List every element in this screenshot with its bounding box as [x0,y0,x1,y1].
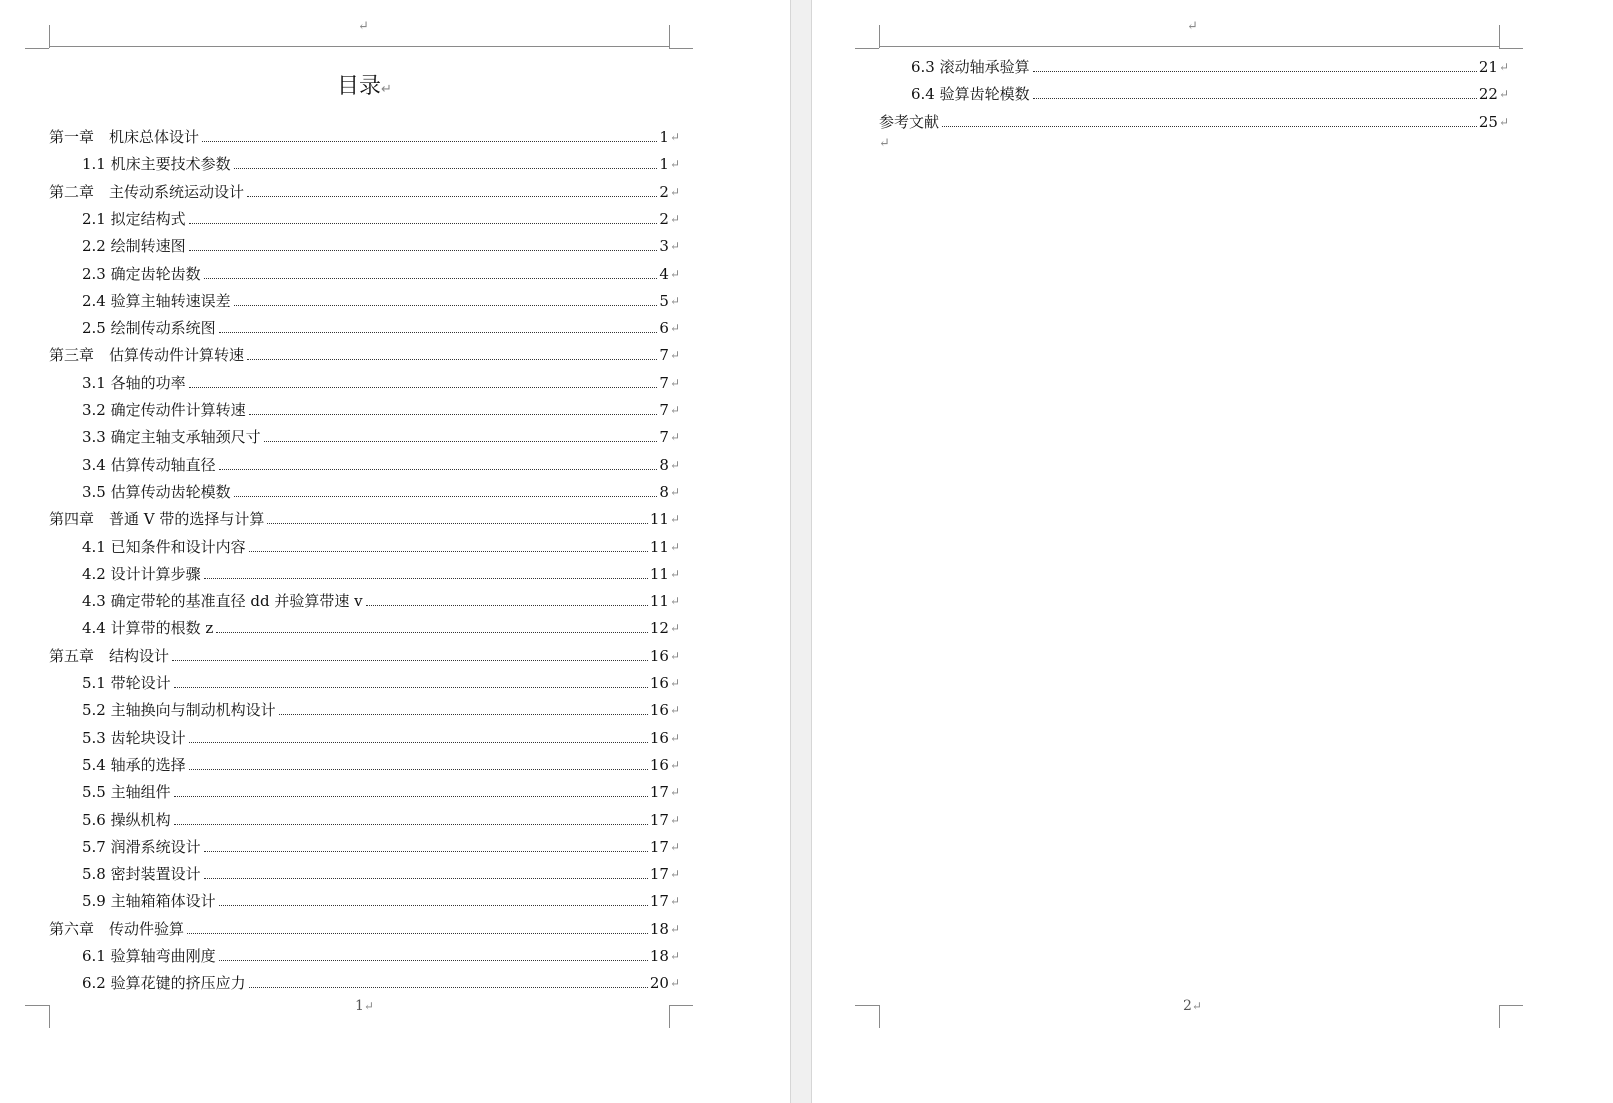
paragraph-mark: ↵ [669,949,680,963]
toc-entry-page: 3 [659,237,669,256]
toc-entry[interactable] [82,617,680,639]
toc-entry[interactable] [49,126,680,148]
toc-entry[interactable] [82,235,680,257]
toc-dot-leader [234,496,658,497]
paragraph-mark: ↵ [669,976,680,991]
paragraph-mark: ↵ [669,839,680,854]
empty-paragraph-mark: ↵ [879,136,890,151]
footer-crop-mark-right-vertical [669,1005,670,1028]
toc-dot-leader [249,987,648,988]
toc-dot-leader [219,469,658,470]
toc-entry[interactable] [82,454,680,476]
paragraph-mark: ↵ [669,566,680,581]
toc-entry-page: 16 [649,701,669,720]
header-crop-mark-left-vertical [49,25,50,48]
paragraph-mark: ↵ [669,239,680,254]
paragraph-mark: ↵ [669,703,680,718]
toc-entry-page: 7 [659,373,669,392]
toc-dot-leader [267,523,647,524]
toc-entry-page: 21 [1478,58,1498,76]
toc-entry-page: 16 [649,755,669,774]
paragraph-mark: ↵ [669,512,680,527]
header-crop-mark-right [1499,48,1523,49]
toc-entry-page: 7 [659,346,669,365]
toc-entry-title: 3.2 确定传动件计算转速 [82,401,246,419]
footer-crop-mark-left-vertical [879,1005,880,1028]
toc-dot-leader [247,359,657,360]
toc-entry[interactable] [82,727,680,749]
toc-entry-page: 5 [659,291,669,310]
toc-entry-page: 22 [1478,85,1498,104]
paragraph-mark: ↵ [1498,87,1509,102]
toc-dot-leader [219,905,648,906]
toc-entry-page: 18 [649,947,669,965]
toc-dot-leader [174,824,648,825]
toc-entry-page: 7 [659,428,669,447]
toc-entry-page: 16 [649,728,669,747]
toc-dot-leader [942,126,1477,127]
toc-entry-title: 第四章 普通 V 带的选择与计算 [49,510,265,529]
toc-dot-leader [189,742,648,743]
toc-entry-title: 6.2 验算花键的挤压应力 [82,974,246,993]
toc-entry[interactable] [82,809,680,831]
toc-entry-title: 1.1 机床主要技术参数 [82,155,231,174]
header-crop-mark-left [25,48,49,49]
toc-entry[interactable] [49,645,680,667]
header-paragraph-mark: ↵ [1187,19,1198,34]
toc-dot-leader [189,250,658,251]
footer-crop-mark-left [25,1005,49,1006]
toc-entry-page: 4 [659,264,669,283]
toc-dot-leader [174,796,648,797]
toc-dot-leader [204,878,648,879]
paragraph-mark: ↵ [669,785,680,800]
paragraph-mark: ↵ [669,211,680,226]
toc-entry-page: 17 [649,865,669,884]
toc-entry[interactable] [82,372,680,394]
paragraph-mark: ↵ [669,321,680,336]
toc-dot-leader [1033,71,1477,72]
toc-entry[interactable] [82,590,680,612]
toc-dot-leader [189,387,658,388]
toc-entry-page: 2 [659,182,669,201]
toc-entry-page: 7 [659,401,669,419]
paragraph-mark: ↵ [1498,114,1509,129]
toc-entry[interactable] [82,563,680,585]
paragraph-mark: ↵ [1191,999,1202,1013]
paragraph-mark: ↵ [381,82,392,97]
header-crop-mark-left [855,48,879,49]
toc-entry[interactable] [82,481,680,503]
toc-dot-leader [187,933,648,934]
toc-entry-title: 2.1 拟定结构式 [82,209,186,228]
toc-entry-page: 8 [659,482,669,501]
toc-dot-leader [264,441,658,442]
toc-entry[interactable] [82,672,680,694]
paragraph-mark: ↵ [669,921,680,936]
toc-entry-page: 1 [659,155,669,174]
header-crop-mark-right [669,48,693,49]
toc-entry-title: 5.9 主轴箱箱体设计 [82,892,216,911]
toc-entry[interactable] [82,863,680,885]
paragraph-mark: ↵ [669,539,680,554]
toc-entry-title: 5.5 主轴组件 [82,783,171,802]
paragraph-mark: ↵ [669,157,680,172]
toc-entry-page: 17 [649,783,669,802]
toc-entry[interactable] [82,781,680,803]
toc-title [337,74,392,103]
toc-entry[interactable] [82,945,680,967]
paragraph-mark: ↵ [669,293,680,308]
header-crop-mark-left-vertical [879,25,880,48]
toc-entry-page: 2 [659,209,669,228]
toc-dot-leader [279,714,648,715]
toc-entry-title: 参考文献 [879,112,940,131]
toc-entry[interactable] [82,208,680,230]
toc-dot-leader [189,769,648,770]
toc-entry-page: 16 [649,674,669,692]
toc-dot-leader [249,414,658,415]
header-crop-mark-right-vertical [669,25,670,48]
paragraph-mark: ↵ [669,457,680,472]
page-number [1183,998,1202,1014]
toc-entry-page: 11 [649,510,669,529]
footer-crop-mark-right [1499,1005,1523,1006]
paragraph-mark: ↵ [669,648,680,663]
toc-entry-title: 2.5 绘制传动系统图 [82,319,216,338]
toc-dot-leader [204,578,648,579]
toc-entry-title: 5.3 齿轮块设计 [82,728,186,747]
toc-entry-page: 11 [649,592,669,611]
toc-entry-title: 3.1 各轴的功率 [82,373,186,392]
paragraph-mark: ↵ [1498,60,1509,74]
toc-entry[interactable] [82,754,680,776]
toc-entry[interactable] [82,399,680,421]
toc-entry-title: 5.8 密封装置设计 [82,865,201,884]
document-page-2 [812,0,1613,1103]
header-paragraph-mark: ↵ [358,19,369,34]
paragraph-mark: ↵ [669,266,680,281]
toc-entry-title: 第一章 机床总体设计 [49,128,200,146]
toc-dot-leader [204,851,648,852]
toc-entry-title: 6.3 滚动轴承验算 [911,58,1030,76]
footer-crop-mark-right [669,1005,693,1006]
page-number [355,998,374,1014]
paragraph-mark: ↵ [669,130,680,144]
paragraph-mark: ↵ [669,184,680,199]
toc-entry-page: 1 [659,128,669,146]
toc-dot-leader [172,660,648,661]
paragraph-mark: ↵ [669,867,680,882]
paragraph-mark: ↵ [363,999,374,1013]
toc-entry-page: 18 [649,919,669,938]
toc-dot-leader [216,632,648,633]
toc-entry-title: 4.3 确定带轮的基准直径 dd 并验算带速 v [82,592,363,611]
toc-entry[interactable] [82,890,680,912]
toc-dot-leader [219,332,658,333]
toc-entry[interactable] [82,972,680,994]
toc-entry-title: 2.3 确定齿轮齿数 [82,264,201,283]
toc-entry[interactable] [82,263,680,285]
toc-dot-leader [202,141,657,142]
toc-dot-leader [219,960,648,961]
toc-entry-title: 第二章 主传动系统运动设计 [49,182,245,201]
toc-entry-title: 6.4 验算齿轮模数 [911,85,1030,104]
toc-entry[interactable] [82,836,680,858]
toc-entry-title: 4.1 已知条件和设计内容 [82,537,246,556]
toc-dot-leader [1033,98,1477,99]
toc-entry[interactable] [49,181,680,203]
header-rule [879,46,1499,47]
toc-entry-page: 6 [659,319,669,338]
paragraph-mark: ↵ [669,375,680,390]
toc-entry-title: 2.2 绘制转速图 [82,237,186,256]
toc-dot-leader [234,168,658,169]
toc-dot-leader [249,551,648,552]
footer-crop-mark-left [855,1005,879,1006]
toc-dot-leader [247,196,657,197]
toc-entry-page: 17 [649,810,669,829]
toc-entry-title: 5.4 轴承的选择 [82,755,186,774]
toc-entry-page: 11 [649,564,669,583]
toc-entry-title: 第五章 结构设计 [49,646,170,665]
toc-entry[interactable] [82,290,680,312]
footer-crop-mark-right-vertical [1499,1005,1500,1028]
toc-title-text: 目录 [337,74,382,99]
paragraph-mark: ↵ [669,757,680,772]
document-page-1 [0,0,790,1103]
toc-entry[interactable] [49,508,680,530]
toc-dot-leader [366,605,648,606]
toc-dot-leader [204,278,658,279]
toc-entry[interactable] [82,426,680,448]
page-gutter [790,0,812,1103]
toc-entry-page: 25 [1478,112,1498,131]
toc-entry-page: 16 [649,646,669,665]
toc-entry[interactable] [911,56,1509,78]
header-rule [49,46,669,47]
paragraph-mark: ↵ [669,403,680,417]
toc-entry-title: 5.2 主轴换向与制动机构设计 [82,701,276,720]
toc-entry-title: 5.7 润滑系统设计 [82,837,201,856]
toc-entry[interactable] [49,344,680,366]
toc-entry-title: 第三章 估算传动件计算转速 [49,346,245,365]
page-number-text: 2 [1183,998,1192,1014]
toc-entry-title: 6.1 验算轴弯曲刚度 [82,947,216,965]
toc-entry-page: 11 [649,537,669,556]
paragraph-mark: ↵ [669,348,680,363]
toc-entry-title: 4.4 计算带的根数 z [82,619,214,638]
paragraph-mark: ↵ [669,484,680,499]
page-number-text: 1 [355,998,364,1014]
toc-entry-page: 8 [659,455,669,474]
paragraph-mark: ↵ [669,621,680,636]
toc-entry[interactable] [879,111,1509,133]
toc-entry-title: 第六章 传动件验算 [49,919,185,938]
toc-dot-leader [174,687,648,688]
toc-entry[interactable] [82,536,680,558]
toc-entry-title: 2.4 验算主轴转速误差 [82,291,231,310]
toc-entry-page: 20 [649,974,669,993]
toc-entry-page: 12 [649,619,669,638]
paragraph-mark: ↵ [669,894,680,909]
toc-entry-title: 3.4 估算传动轴直径 [82,455,216,474]
paragraph-mark: ↵ [669,430,680,445]
toc-dot-leader [234,305,658,306]
paragraph-mark: ↵ [669,730,680,745]
toc-entry-title: 3.3 确定主轴支承轴颈尺寸 [82,428,261,447]
toc-entry[interactable] [49,918,680,940]
toc-entry-page: 17 [649,837,669,856]
toc-entry[interactable] [82,153,680,175]
toc-entry[interactable] [82,699,680,721]
toc-entry[interactable] [911,83,1509,105]
header-crop-mark-right-vertical [1499,25,1500,48]
paragraph-mark: ↵ [669,812,680,827]
paragraph-mark: ↵ [669,676,680,690]
toc-entry-page: 17 [649,892,669,911]
toc-entry[interactable] [82,317,680,339]
toc-dot-leader [189,223,658,224]
footer-crop-mark-left-vertical [49,1005,50,1028]
paragraph-mark: ↵ [669,594,680,609]
toc-entry-title: 3.5 估算传动齿轮模数 [82,482,231,501]
toc-entry-title: 5.6 操纵机构 [82,810,171,829]
toc-entry-title: 5.1 带轮设计 [82,674,171,692]
toc-entry-title: 4.2 设计计算步骤 [82,564,201,583]
